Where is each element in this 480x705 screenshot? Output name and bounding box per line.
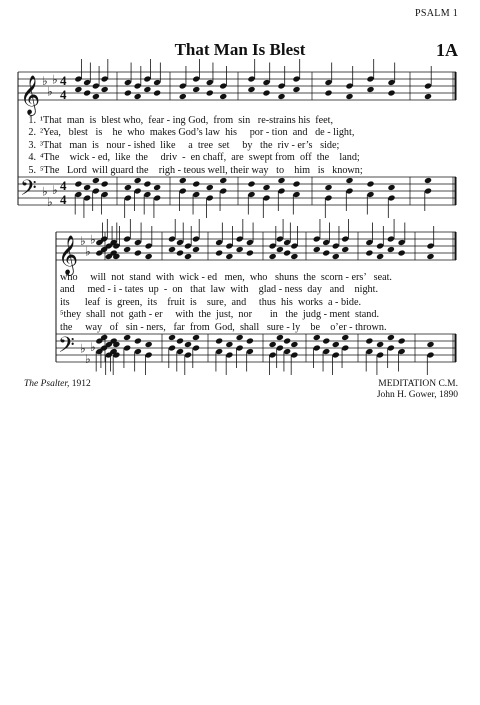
treble-clef: 𝄞 [20, 75, 41, 115]
time-signature-top: 4 [60, 73, 67, 88]
note-head [247, 86, 255, 93]
note-head [269, 341, 277, 348]
note-head [83, 184, 91, 191]
verse-line [60, 272, 392, 284]
note-head [262, 89, 270, 96]
note-head [124, 89, 132, 96]
note-head [262, 184, 270, 191]
note-head [290, 253, 298, 260]
verse-text: the way of sin - ners, far from God, shall sure - ly be o’er - thrown. [60, 321, 387, 333]
note-head [276, 334, 284, 341]
note-head [101, 180, 109, 187]
flat-sign: ♭ [42, 74, 48, 88]
note-head [424, 93, 432, 100]
verse-text: its leaf is green, its fruit is sure, and thus his works a - bide. [60, 296, 362, 308]
note-head [247, 180, 255, 187]
note-head [134, 337, 142, 344]
note-head [276, 246, 284, 253]
flat-sign: ♭ [52, 182, 58, 197]
verse-text: ¹That man is blest who, fear - ing God, from sin re-strains his feet, [40, 115, 334, 126]
final-barline [455, 177, 457, 205]
note-head [192, 180, 200, 187]
tune-credit [377, 379, 458, 401]
note-head [123, 246, 131, 253]
verse-number: 5. [28, 164, 36, 176]
verse-text: ⁵they shall not gath - er with the just, nor in the judg - ment stand. [60, 309, 380, 321]
note-head [123, 334, 131, 341]
verse-number: 3. [28, 139, 36, 151]
note-head [143, 86, 151, 93]
note-head [74, 180, 82, 187]
system1-lyrics [23, 115, 363, 177]
note-head [143, 180, 151, 187]
final-barline [455, 72, 457, 100]
note-head [387, 334, 395, 341]
note-head [398, 337, 406, 344]
flat-sign: ♭ [47, 195, 53, 209]
note-head [179, 177, 187, 184]
note-head [345, 93, 353, 100]
note-head [277, 93, 285, 100]
bass-clef: 𝄢 [58, 333, 75, 363]
verse-line [23, 115, 363, 127]
verse-line [23, 140, 363, 152]
note-head [145, 341, 153, 348]
note-head [215, 249, 223, 256]
time-signature-bottom: 4 [60, 192, 67, 207]
verse-text: ²Yea, blest is he who makes God’s law his por - tion and de - light, [40, 127, 355, 139]
note-head [341, 334, 349, 341]
note-head [145, 253, 153, 260]
note-head [124, 184, 132, 191]
note-head [246, 337, 254, 344]
note-head [345, 177, 353, 184]
note-head [206, 89, 214, 96]
note-head [269, 253, 277, 260]
note-head [179, 93, 187, 100]
note-head [236, 334, 244, 341]
verse-line [60, 309, 392, 321]
flat-sign: ♭ [90, 232, 96, 247]
note-head [192, 86, 200, 93]
flat-sign: ♭ [47, 84, 53, 99]
verse-number: 4. [28, 152, 36, 164]
note-head [92, 93, 100, 100]
final-barline [455, 232, 457, 260]
verse-text: ⁵The Lord will guard the righ - teous well, their way to him is known; [40, 164, 363, 176]
note-head [322, 249, 330, 256]
note-head [225, 253, 233, 260]
note-head [74, 86, 82, 93]
note-head [206, 184, 214, 191]
note-head [424, 177, 432, 184]
note-head [387, 184, 395, 191]
verse-number: 1. [28, 115, 36, 126]
note-head [246, 249, 254, 256]
note-head [92, 177, 100, 184]
flat-sign: ♭ [90, 339, 96, 354]
source-title: The Psalter, [24, 379, 70, 389]
note-head [365, 249, 373, 256]
note-head [313, 334, 321, 341]
note-head [176, 337, 184, 344]
note-head [134, 249, 142, 256]
note-head [313, 246, 321, 253]
verse-text: ³That man is nour - ished like a tree set by the riv - er’s side; [40, 139, 340, 151]
note-head [184, 341, 192, 348]
source-year: 1912 [71, 379, 91, 389]
note-head [192, 334, 200, 341]
note-head [168, 334, 176, 341]
note-head [376, 341, 384, 348]
note-head [168, 246, 176, 253]
bass-clef: 𝄢 [20, 176, 37, 206]
treble-clef: 𝄞 [58, 235, 79, 275]
note-head [366, 86, 374, 93]
flat-sign: ♭ [85, 352, 91, 366]
note-head [219, 177, 227, 184]
flat-sign: ♭ [85, 244, 91, 259]
verse-line [60, 297, 392, 309]
note-head [292, 86, 300, 93]
note-head [366, 180, 374, 187]
note-head [176, 249, 184, 256]
note-head [153, 184, 161, 191]
verse-number: 2. [28, 127, 36, 139]
note-head [322, 337, 330, 344]
composer: John H. Gower, 1890 [376, 390, 458, 400]
note-head [192, 246, 200, 253]
note-head [426, 341, 434, 348]
verse-text: and med - i - tates up - on that law with glad - ness day and night. [60, 284, 379, 296]
note-head [341, 246, 349, 253]
note-head [236, 246, 244, 253]
system2-lyrics [60, 272, 392, 334]
flat-sign: ♭ [42, 184, 48, 199]
note-head [387, 246, 395, 253]
verse-line [60, 322, 392, 334]
note-head [365, 337, 373, 344]
psalm-label: PSALM 1 [415, 8, 458, 19]
note-head [283, 249, 291, 256]
note-head [292, 180, 300, 187]
note-head [387, 89, 395, 96]
final-barline [455, 334, 457, 362]
note-head [225, 341, 233, 348]
verse-line [60, 284, 392, 296]
note-head [184, 253, 192, 260]
note-head [134, 93, 142, 100]
note-head [101, 86, 109, 93]
verse-text: ⁴The wick - ed, like the driv - en chaff, are swept from off the land; [40, 152, 360, 164]
verse-line [23, 152, 363, 164]
verse-line [23, 127, 363, 139]
tune-name: MEDITATION C.M. [378, 379, 458, 389]
verse-line [23, 165, 363, 177]
note-head [277, 177, 285, 184]
text-source [24, 379, 91, 389]
flat-sign: ♭ [80, 234, 86, 248]
flat-sign: ♭ [80, 341, 86, 356]
verse-text: who will not stand with wick - ed men, who shuns the scorn - ers’ seat. [60, 272, 392, 283]
note-head [283, 337, 291, 344]
note-head [83, 89, 91, 96]
note-head [398, 249, 406, 256]
note-head [332, 341, 340, 348]
note-head [324, 184, 332, 191]
time-signature-top: 4 [60, 178, 67, 193]
flat-sign: ♭ [52, 72, 58, 87]
time-signature-bottom: 4 [60, 87, 67, 102]
hymn-title: That Man Is Blest [174, 40, 306, 59]
note-head [324, 89, 332, 96]
hymn-number: 1A [436, 40, 458, 60]
note-head [153, 89, 161, 96]
note-head [290, 341, 298, 348]
note-head [134, 177, 142, 184]
note-head [426, 253, 434, 260]
note-head [219, 93, 227, 100]
note-head [376, 253, 384, 260]
note-head [332, 253, 340, 260]
note-head [215, 337, 223, 344]
